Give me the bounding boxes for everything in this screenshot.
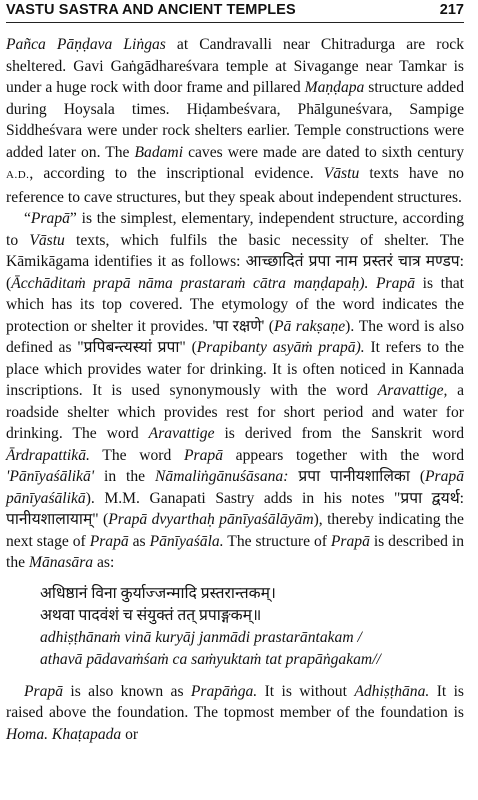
text-run: structure added during Hoysala times. Hiḍambeśvara, Phālguneśvara, Sampige Siddheśvara were under rock shelters earlier. Temple constructions were added later on. The — [6, 79, 464, 161]
italic-term: Maṇḍapa — [304, 79, 365, 96]
text-run: ). M.M. Ganapati Sastry adds in his notes "प्रपा द्वयर्थ: पानीयशालायाम्" ( — [6, 489, 464, 528]
text-run: caves were made are dated to sixth century — [183, 143, 464, 161]
italic-term: Prapā dvyarthaḥ pānīyaśālāyām — [108, 511, 314, 528]
italic-term: Badami — [134, 143, 184, 161]
italic-term: Ācchāditaṁ prapā nāma prastaraṁ cātra maṇḍapaḥ). — [11, 274, 369, 292]
italic-term: Aravattige — [148, 425, 215, 442]
verse-block — [40, 583, 464, 671]
italic-term: Prapā — [89, 532, 129, 550]
text-run: It is raised above the foundation. The topmost member of the foundation is — [6, 682, 465, 721]
paragraph-prapanga — [6, 681, 464, 746]
text-run: The word — [89, 446, 184, 464]
italic-term: Pānīyaśāla. — [149, 532, 224, 550]
verse-transliteration-line-1 — [40, 627, 464, 649]
italic-term: Ārdrapattikā. — [6, 446, 90, 464]
text-run: It refers to the place which provides water for drinking. It is often noticed in Kannada inscriptions. It is used synonymously with the word — [6, 339, 464, 399]
text-run: is derived from the Sanskrit word — [214, 425, 465, 442]
era-abbreviation: A.D. — [6, 169, 30, 181]
text-run: in the — [94, 468, 155, 485]
text-run: as: — [93, 554, 115, 571]
italic-term: Homa. Khaṭapada — [6, 725, 122, 743]
text-run — [368, 275, 376, 292]
italic-term: Mānasāra — [28, 554, 94, 571]
italic-term: Vāstu — [29, 231, 65, 249]
text-run: ” is the simplest, elementary, independent structure, according to — [6, 210, 464, 249]
text-run: texts have no reference to cave structures, but they speak about independent structures. — [6, 165, 464, 206]
text-run: texts, which fulfils the basic necessity of shelter. The Kāmikāgama identifies it as follows: आच्छादितं प्रपा नाम प्रस्तरं चात्र मण्डप: ( — [6, 231, 464, 292]
paragraph-prapa — [6, 208, 464, 574]
italic-term: Pā rakṣaṇe — [273, 317, 346, 335]
text-run: is also known as — [62, 682, 191, 700]
italic-term: Prapāṅga. — [190, 682, 258, 700]
text-run: “ — [24, 210, 31, 227]
text-run: a roadside shelter which provides rest for short period and water for drinking. The word — [6, 382, 464, 442]
italic-term: Prapā pānīyaśālikā — [6, 468, 464, 507]
verse-devanagari-line-1: अधिष्ठानं विना कुर्याज्जन्मादि प्रस्तरान्तकम्। — [40, 584, 276, 602]
paragraph-rock-shelters — [6, 34, 464, 208]
italic-term: Prapā — [184, 446, 223, 464]
page-number: 217 — [439, 2, 464, 18]
text-run: It is without — [257, 682, 355, 700]
italic-term: Pañca Pāṇḍava Liṅgas — [6, 36, 166, 53]
running-header — [6, 0, 464, 23]
text-run: , according to the inscriptional evidence. — [29, 165, 324, 182]
page-body — [6, 34, 464, 745]
italic-term: Prapā — [376, 274, 416, 292]
text-run: appears together with the word — [222, 446, 464, 464]
text-run: is that which has its top covered. The etymology of the word indicates the protection or shelter it provides. 'पा रक्षणे' ( — [6, 274, 464, 335]
text-run: ). The word is also defined as "प्रपिबन्त्यस्यां प्रपा" ( — [6, 317, 465, 356]
italic-term: 'Pānīyaśālikā' — [6, 468, 95, 485]
verse-devanagari-line-2: अथवा पादवंशं च संयुक्तं तत् प्रपाङ्गकम्॥ — [40, 606, 262, 624]
italic-term: Vāstu — [323, 165, 360, 182]
text-run: ), thereby indicating the next stage of — [6, 511, 464, 550]
text-run: as — [128, 532, 150, 550]
italic-term: adhiṣṭhānaṁ vinā kuryāj janmādi prastarāntakam / — [40, 628, 362, 646]
text-run: at Candravalli near Chitradurga are rock sheltered. Gavi Gaṅgādhareśvara temple at Sivagange near Tamkar is under a huge rock with door frame and pillared — [6, 36, 464, 96]
running-title: VASTU SASTRA AND ANCIENT TEMPLES — [6, 2, 296, 18]
italic-term: Aravattige, — [377, 382, 448, 399]
text-run: is described in the — [6, 532, 464, 571]
italic-term: Prapibanty asyāṁ prapā). — [196, 339, 365, 356]
italic-term: Prapā — [330, 532, 370, 550]
italic-term: athavā pādavaṁśaṁ ca saṁyuktaṁ tat prapāṅgakam// — [40, 650, 381, 668]
italic-term: Prapā — [30, 210, 70, 227]
text-run: The structure of — [223, 532, 331, 550]
italic-term: Adhiṣṭhāna. — [354, 682, 430, 700]
italic-term: Prapā — [24, 682, 63, 700]
verse-transliteration-line-2 — [40, 649, 464, 671]
text-run: or — [121, 725, 139, 743]
text-run: प्रपा पानीयशालिका ( — [288, 468, 426, 485]
italic-term: Nāmaliṅgānuśāsana: — [155, 468, 289, 485]
